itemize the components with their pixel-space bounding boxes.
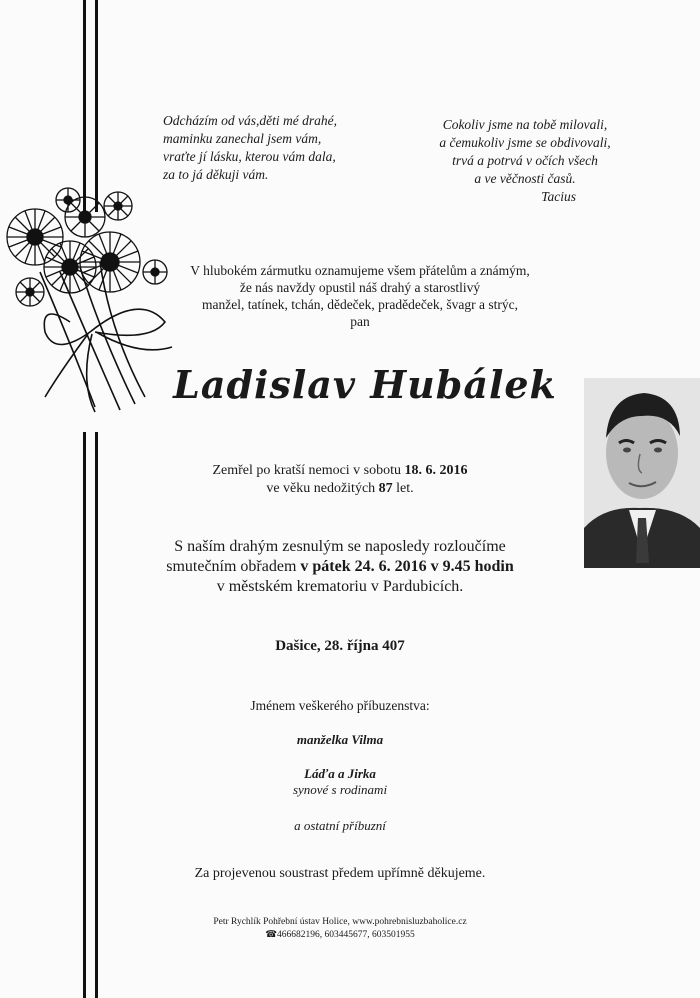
- funeral-service-footer: [120, 916, 560, 942]
- quote-right: [430, 116, 620, 206]
- death-info: [120, 462, 560, 498]
- vertical-line-left-bottom: [83, 432, 86, 998]
- phone-icon: ☎: [265, 930, 278, 940]
- farewell-line-3: v městském krematoriu v Pardubicích.: [216, 578, 464, 595]
- age-suffix: let.: [396, 481, 414, 496]
- vertical-line-right-bottom: [95, 432, 98, 998]
- intro-line: že nás navždy opustil náš drahý a starostlivý: [239, 280, 481, 295]
- death-line-1: [120, 462, 560, 480]
- vertical-line-right-top: [95, 0, 98, 212]
- quote-author: Tacius: [541, 189, 576, 204]
- footer-phones: 466682196, 603445677, 603501955: [277, 930, 415, 940]
- quote-right-line: a čemukoliv jsme se obdivovali,: [439, 135, 611, 150]
- thanks-line: Za projevenou soustrast předem upřímně děkujeme.: [194, 866, 486, 881]
- quote-left-line: vraťte jí lásku, kterou vám dala,: [163, 149, 336, 164]
- age-prefix: ve věku nedožitých: [266, 481, 376, 496]
- quote-left: [163, 112, 337, 184]
- intro-line: V hlubokém zármutku oznamujeme všem přátelům a známým,: [190, 263, 530, 278]
- deceased-name: Ladislav Hubálek: [173, 362, 557, 407]
- ceremony-datetime: v pátek 24. 6. 2016 v 9.45 hodin: [300, 558, 514, 575]
- wife: manželka Vilma: [296, 732, 384, 747]
- farewell-info: [120, 537, 560, 597]
- address: Dašice, 28. října 407: [275, 638, 405, 654]
- death-text: Zemřel po kratší nemoci v sobotu: [212, 463, 402, 478]
- sons-names: Láďa a Jirka: [304, 766, 376, 781]
- flower-bouquet-icon: [0, 182, 180, 422]
- death-date: 18. 6. 2016: [404, 463, 468, 478]
- age-value: 87: [378, 481, 393, 496]
- family-heading: Jménem veškerého příbuzenstva:: [250, 698, 430, 713]
- quote-right-line: trvá a potrvá v očích všech: [452, 153, 598, 168]
- quote-left-line: za to já děkuji vám.: [163, 167, 269, 182]
- sons-note: synové s rodinami: [292, 782, 388, 797]
- farewell-line-2: [120, 557, 560, 577]
- farewell-prefix: smutečním obřadem: [166, 558, 297, 575]
- quote-right-line: Cokoliv jsme na tobě milovali,: [442, 117, 608, 132]
- death-line-2: [120, 480, 560, 498]
- quote-left-line: maminku zanechal jsem vám,: [163, 131, 322, 146]
- portrait-photo: [584, 378, 700, 568]
- vertical-line-left-top: [83, 0, 86, 212]
- quote-left-line: Odcházím od vás,děti mé drahé,: [163, 113, 337, 128]
- intro-line: manžel, tatínek, tchán, dědeček, pradědeček, švagr a strýc,: [202, 297, 518, 312]
- quote-right-line: a ve věčnosti časů.: [474, 171, 576, 186]
- footer-company: Petr Rychlík Pohřební ústav Holice, www.pohrebnisluzbaholice.cz: [213, 917, 467, 927]
- intro-line: pan: [350, 314, 370, 329]
- footer-phones-line: [120, 929, 560, 942]
- farewell-line-1: S naším drahým zesnulým se naposledy rozloučíme: [174, 538, 506, 555]
- other-relatives: a ostatní příbuzní: [294, 818, 386, 833]
- announcement-intro: [170, 262, 550, 330]
